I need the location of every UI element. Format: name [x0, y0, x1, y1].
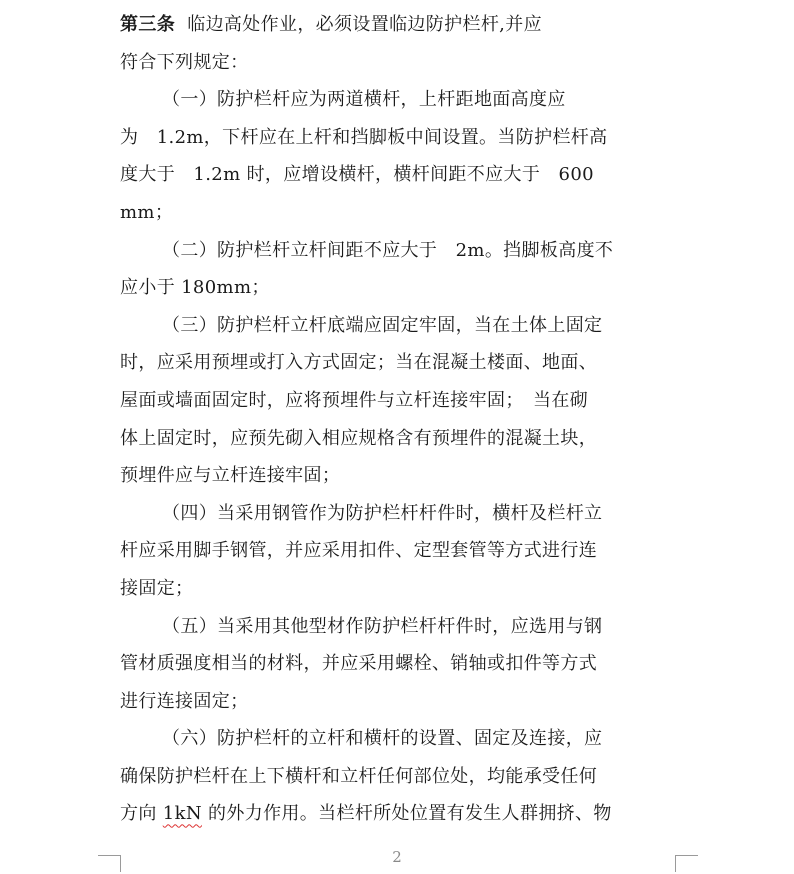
spellcheck-underlined-word: 1kN: [162, 803, 202, 825]
text-line: 应小于 180mm；: [120, 277, 270, 299]
text-line-with-unit: [120, 795, 676, 833]
page-number: 2: [392, 848, 402, 866]
article-heading: 第三条: [120, 14, 176, 35]
text-line: 时，应采用预埋或打入方式固定；当在混凝土楼面、地面、: [120, 352, 598, 374]
article-line: [120, 6, 676, 44]
document-body: [120, 6, 676, 833]
text-line: 符合下列规定：: [120, 51, 249, 73]
text-line: （三）防护栏杆立杆底端应固定牢固，当在土体上固定: [162, 314, 603, 336]
text-line: 管材质强度相当的材料，并应采用螺栓、销轴或扣件等方式: [120, 653, 598, 675]
text-line: 体上固定时，应预先砌入相应规格含有预埋件的混凝土块，: [120, 427, 598, 449]
text-line: 进行连接固定；: [120, 690, 249, 712]
text-line: 预埋件应与立杆连接牢固；: [120, 465, 341, 487]
text-line: 杆应采用脚手钢管，并应采用扣件、定型套管等方式进行连: [120, 540, 598, 562]
text-line: 临边高处作业，必须设置临边防护栏杆,并应: [187, 14, 542, 35]
text-fragment: 方向: [120, 803, 157, 825]
text-line: 确保防护栏杆在上下横杆和立杆任何部位处，均能承受任何: [120, 765, 598, 787]
text-fragment: 的外力作用。当栏杆所处位置有发生人群拥挤、物: [208, 803, 612, 825]
text-line: 接固定；: [120, 577, 194, 599]
text-line: （六）防护栏杆的立杆和横杆的设置、固定及连接，应: [162, 728, 603, 750]
text-line: （一）防护栏杆应为两道横杆，上杆距地面高度应: [162, 89, 566, 111]
text-line: 度大于 1.2m 时，应增设横杆，横杆间距不应大于 600: [120, 164, 594, 186]
text-line: （五）当采用其他型材作防护栏杆杆件时，应选用与钢: [162, 615, 603, 637]
text-line: 为 1.2m，下杆应在上杆和挡脚板中间设置。当防护栏杆高: [120, 126, 608, 148]
text-line: mm；: [120, 201, 174, 223]
text-line: （二）防护栏杆立杆间距不应大于 2m。挡脚板高度不: [162, 239, 614, 261]
margin-corner-mark-left: [98, 855, 121, 872]
margin-corner-mark-right: [675, 855, 698, 872]
text-line: （四）当采用钢管作为防护栏杆杆件时，横杆及栏杆立: [162, 502, 603, 524]
text-line: 屋面或墙面固定时，应将预埋件与立杆连接牢固； 当在砌: [120, 389, 589, 411]
